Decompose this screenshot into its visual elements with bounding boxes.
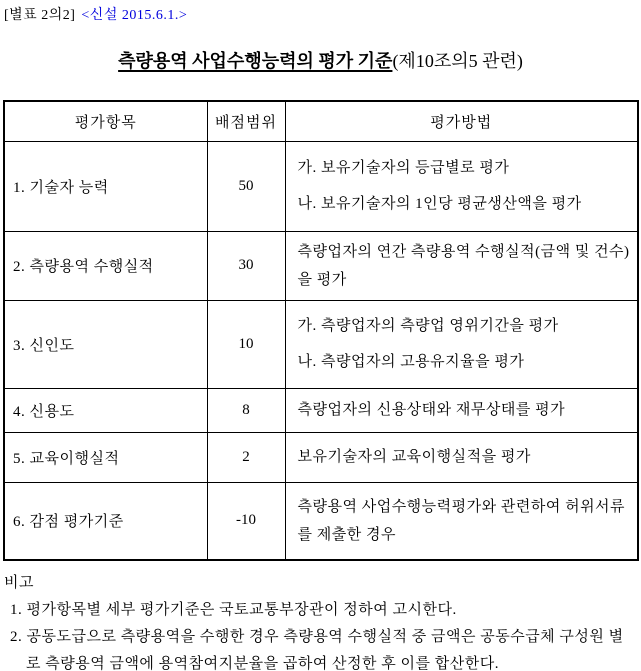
column-header-points: 배점범위 [207, 101, 285, 141]
method-line: 측량업자의 연간 측량용역 수행실적(금액 및 건수)을 평가 [297, 243, 630, 288]
method-cell [285, 141, 638, 231]
table-row [4, 141, 638, 231]
method-cell [285, 231, 638, 300]
annex-number: [별표 2의2] [4, 8, 76, 23]
evaluation-criteria-table [3, 100, 639, 561]
method-line: 측량업자의 신용상태와 재무상태를 평가 [297, 402, 566, 418]
column-header-method: 평가방법 [285, 101, 638, 141]
method-cell [285, 300, 638, 388]
method-cell [285, 388, 638, 432]
item-cell: 2. 측량용역 수행실적 [4, 231, 207, 300]
annex-label [4, 4, 187, 24]
method-line: 측량용역 사업수행능력평가와 관련하여 허위서류를 제출한 경우 [297, 498, 626, 543]
points-cell: 2 [207, 432, 285, 482]
item-cell: 3. 신인도 [4, 300, 207, 388]
remark-item: 2. 공동도급으로 측량용역을 수행한 경우 측량용역 수행실적 중 금액은 공동수급체 구성원 별로 측량용역 금액에 용역참여지분율을 곱하여 산정한 후 이를 합산한다. [10, 629, 624, 671]
item-cell: 6. 감점 평가기준 [4, 482, 207, 560]
table-row [4, 388, 638, 432]
method-line: 가. 보유기술자의 등급별로 평가 [297, 160, 510, 176]
column-header-item: 평가항목 [4, 101, 207, 141]
table-row [4, 231, 638, 300]
remarks-section [4, 570, 638, 671]
revision-note: <신설 2015.6.1.> [81, 8, 188, 23]
method-cell [285, 432, 638, 482]
page-title-main: 측량용역 사업수행능력의 평가 기준 [118, 51, 393, 71]
remark-item: 1. 평가항목별 세부 평가기준은 국토교통부장관이 정하여 고시한다. [10, 602, 457, 618]
method-line: 나. 보유기술자의 1인당 평균생산액을 평가 [297, 196, 582, 212]
points-cell: 50 [207, 141, 285, 231]
item-cell: 5. 교육이행실적 [4, 432, 207, 482]
method-cell [285, 482, 638, 560]
table-header-row [4, 101, 638, 141]
points-cell: -10 [207, 482, 285, 560]
page-title-suffix: (제10조의5 관련) [392, 51, 523, 71]
points-cell: 8 [207, 388, 285, 432]
item-cell: 4. 신용도 [4, 388, 207, 432]
table-row [4, 482, 638, 560]
method-line: 보유기술자의 교육이행실적을 평가 [297, 449, 531, 465]
method-line: 가. 측량업자의 측량업 영위기간을 평가 [297, 318, 559, 334]
points-cell: 10 [207, 300, 285, 388]
table-row [4, 300, 638, 388]
item-cell: 1. 기술자 능력 [4, 141, 207, 231]
method-line: 나. 측량업자의 고용유지율을 평가 [297, 354, 525, 370]
page-title [0, 47, 641, 73]
points-cell: 30 [207, 231, 285, 300]
remarks-label: 비고 [4, 575, 34, 591]
table-row [4, 432, 638, 482]
